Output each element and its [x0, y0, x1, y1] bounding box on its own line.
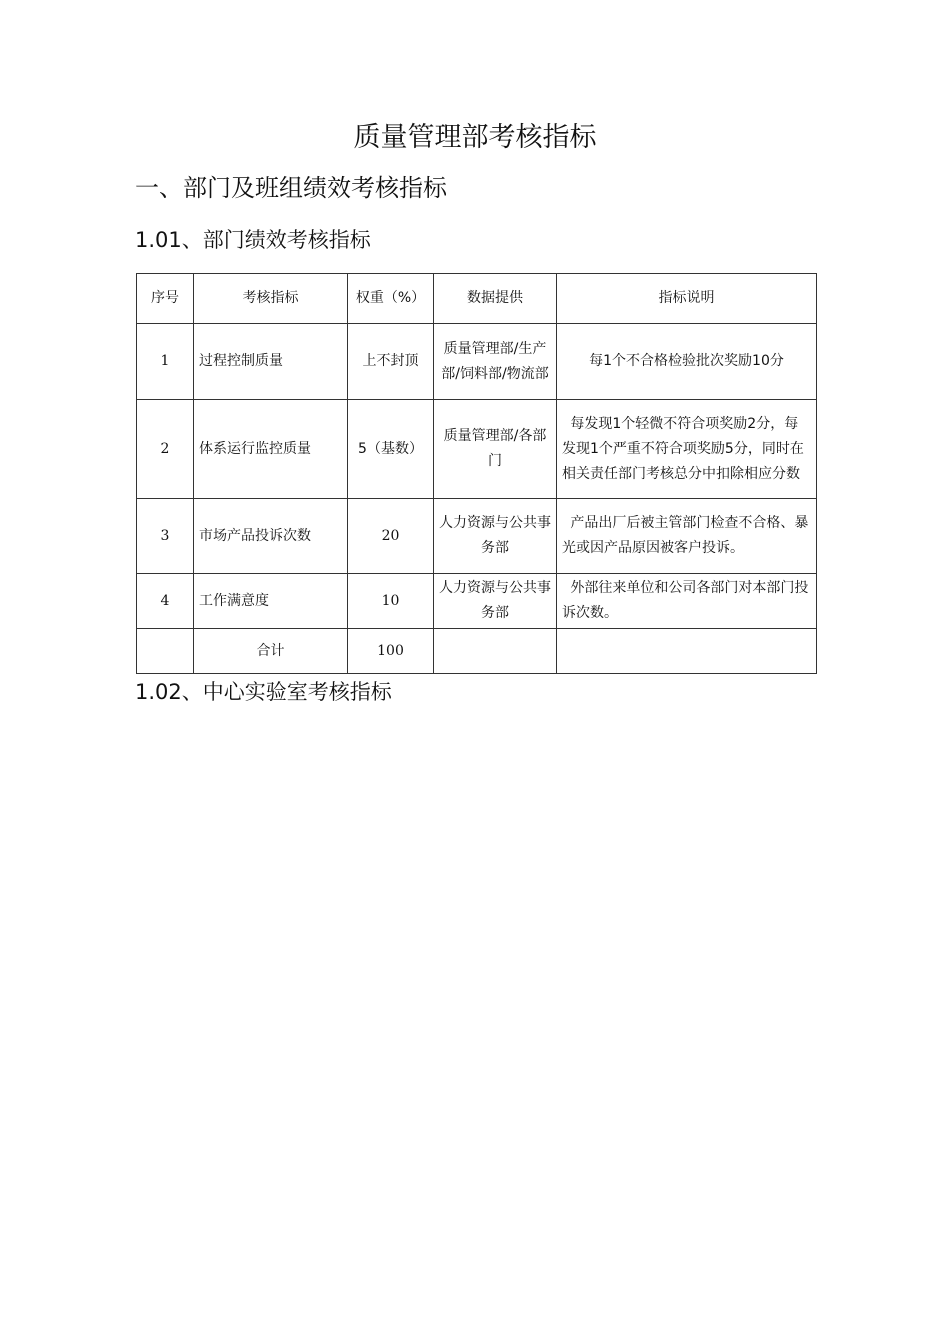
- subsection-heading-lab: 1.02、中心实验室考核指标: [135, 680, 392, 704]
- total-weight: 100: [348, 629, 434, 674]
- document-title: 质量管理部考核指标: [353, 122, 597, 153]
- total-label: 合计: [194, 629, 348, 674]
- section-heading: 一、部门及班组绩效考核指标: [135, 174, 447, 202]
- row-indicator: 市场产品投诉次数: [194, 499, 348, 574]
- row-no: 2: [137, 400, 194, 499]
- row-weight: 5（基数）: [348, 400, 434, 499]
- row-description: 每1个不合格检验批次奖励10分: [557, 324, 817, 400]
- row-no: 1: [137, 324, 194, 400]
- subsection-heading-department: 1.01、部门绩效考核指标: [135, 228, 371, 252]
- row-no: 4: [137, 574, 194, 629]
- row-weight: 20: [348, 499, 434, 574]
- total-provider-empty: [434, 629, 557, 674]
- total-description-empty: [557, 629, 817, 674]
- header-weight: 权重（%）: [348, 274, 434, 324]
- row-weight: 10: [348, 574, 434, 629]
- row-provider: 质量管理部/各部门: [434, 400, 557, 499]
- table-row: [137, 400, 817, 499]
- table-header-row: [137, 274, 817, 324]
- table-row: [137, 324, 817, 400]
- header-indicator: 考核指标: [194, 274, 348, 324]
- header-description: 指标说明: [557, 274, 817, 324]
- row-provider: 质量管理部/生产部/饲料部/物流部: [434, 324, 557, 400]
- row-no: 3: [137, 499, 194, 574]
- row-provider: 人力资源与公共事务部: [434, 499, 557, 574]
- row-indicator: 过程控制质量: [194, 324, 348, 400]
- row-indicator: 工作满意度: [194, 574, 348, 629]
- header-provider: 数据提供: [434, 274, 557, 324]
- kpi-table: [136, 273, 817, 674]
- table-total-row: [137, 629, 817, 674]
- row-description: 产品出厂后被主管部门检查不合格、暴光或因产品原因被客户投诉。: [557, 499, 817, 574]
- table-row: [137, 499, 817, 574]
- header-no: 序号: [137, 274, 194, 324]
- row-description: 外部往来单位和公司各部门对本部门投诉次数。: [557, 574, 817, 629]
- row-indicator: 体系运行监控质量: [194, 400, 348, 499]
- row-description: 每发现1个轻微不符合项奖励2分，每发现1个严重不符合项奖励5分，同时在相关责任部门考核总分中扣除相应分数: [557, 400, 817, 499]
- row-provider: 人力资源与公共事务部: [434, 574, 557, 629]
- total-no-empty: [137, 629, 194, 674]
- row-weight: 上不封顶: [348, 324, 434, 400]
- table-row: [137, 574, 817, 629]
